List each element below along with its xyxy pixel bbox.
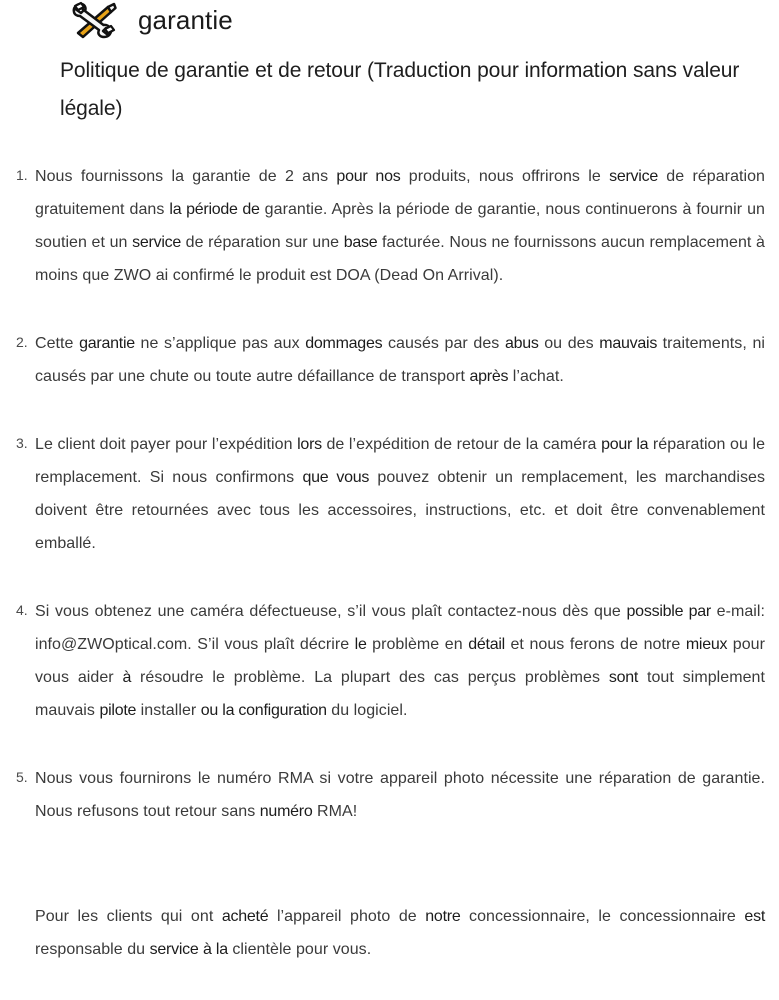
list-item bbox=[0, 428, 779, 560]
closing-paragraph bbox=[0, 900, 779, 966]
list-marker: 2. bbox=[16, 334, 28, 350]
text-run: de l’expédition de retour de la caméra bbox=[321, 436, 602, 453]
emphasized-run: dommages bbox=[305, 335, 383, 352]
emphasized-run: pilote bbox=[99, 702, 137, 719]
text-run: Pour les clients qui ont bbox=[35, 908, 222, 925]
list-marker: 1. bbox=[16, 167, 28, 183]
text-run: pour vous aider bbox=[35, 636, 765, 686]
list-marker: 4. bbox=[16, 602, 28, 618]
emphasized-run: possible par bbox=[626, 603, 711, 620]
text-run: ne s’applique pas aux bbox=[134, 335, 306, 352]
text-run: tout simplement mauvais bbox=[35, 669, 765, 719]
text-run: Le client doit payer pour l’expédition bbox=[35, 436, 298, 453]
emphasized-run: la période de bbox=[169, 201, 260, 218]
text-run: et nous ferons de notre bbox=[504, 636, 686, 653]
emphasized-run: lors bbox=[297, 436, 322, 453]
text-run: Nous vous fournirons le numéro RMA si votre appareil photo nécessite une réparation de garantie. Nous refusons tout retour sans bbox=[35, 770, 765, 820]
emphasized-run: à la bbox=[203, 941, 228, 958]
emphasized-run: base bbox=[343, 234, 378, 251]
list-item bbox=[0, 160, 779, 292]
text-run: responsable du bbox=[35, 941, 150, 958]
text-run: produits, nous offrirons le bbox=[400, 168, 610, 185]
emphasized-run: détail bbox=[468, 636, 505, 653]
emphasized-run: service bbox=[132, 234, 182, 251]
list-item bbox=[0, 595, 779, 727]
tools-icon bbox=[68, 1, 120, 39]
text-run: du logiciel. bbox=[326, 702, 408, 719]
text-run: Cette bbox=[35, 335, 80, 352]
list-marker: 3. bbox=[16, 435, 28, 451]
text-run: clientèle pour vous. bbox=[227, 941, 372, 958]
text-run: garantie. Après la période de garantie, nous continuerons à fournir un soutien et un bbox=[35, 201, 765, 251]
emphasized-run: pour la bbox=[601, 436, 649, 453]
emphasized-run: service bbox=[609, 168, 659, 185]
text-run: l’appareil photo de bbox=[268, 908, 426, 925]
emphasized-run: à bbox=[122, 669, 132, 686]
emphasized-run: garantie bbox=[79, 335, 135, 352]
list-marker: 5. bbox=[16, 769, 28, 785]
emphasized-run: le bbox=[354, 636, 367, 653]
text-run: RMA! bbox=[312, 803, 358, 820]
emphasized-run: mauvais bbox=[599, 335, 658, 352]
emphasized-run: que vous bbox=[302, 469, 370, 486]
list-item-text bbox=[35, 595, 765, 727]
text-run: ou des bbox=[538, 335, 600, 352]
text-run: de réparation gratuitement dans bbox=[35, 168, 766, 218]
list-item bbox=[0, 327, 779, 393]
list-item-text bbox=[35, 762, 765, 828]
text-run: concessionnaire, le concessionnaire bbox=[460, 908, 745, 925]
emphasized-run: notre bbox=[425, 908, 461, 925]
page-title: garantie bbox=[138, 5, 233, 35]
emphasized-run: acheté bbox=[221, 908, 269, 925]
list-item bbox=[0, 762, 779, 828]
text-run: l’achat. bbox=[508, 368, 564, 385]
emphasized-run: mieux bbox=[685, 636, 728, 653]
list-item-text bbox=[35, 428, 765, 560]
emphasized-run: est bbox=[744, 908, 766, 925]
document-header bbox=[68, 1, 233, 39]
text-run: causés par des bbox=[382, 335, 505, 352]
emphasized-run: après bbox=[469, 368, 509, 385]
emphasized-run: pour nos bbox=[336, 168, 401, 185]
emphasized-run: sont bbox=[608, 669, 639, 686]
text-run: installer bbox=[136, 702, 201, 719]
text-run: réparation ou le remplacement. Si nous confirmons bbox=[35, 436, 766, 486]
policy-list bbox=[0, 160, 779, 828]
closing-paragraph-text bbox=[35, 900, 765, 966]
text-run: Nous fournissons la garantie de 2 ans bbox=[35, 168, 337, 185]
list-item-text bbox=[35, 327, 765, 393]
text-run: traitements, ni causés par une chute ou toute autre défaillance de transport bbox=[35, 335, 765, 385]
text-run: e-mail: info@ZWOptical.com. S’il vous plaît décrire bbox=[35, 603, 765, 653]
text-run: facturée. Nous ne fournissons aucun remplacement à moins que ZWO ai confirmé le produit est DOA (Dead On Arrival). bbox=[35, 234, 765, 284]
emphasized-run: service bbox=[149, 941, 199, 958]
emphasized-run: numéro bbox=[259, 803, 313, 820]
document-subtitle: Politique de garantie et de retour (Traduction pour information sans valeur légale) bbox=[60, 59, 740, 120]
emphasized-run: ou la configuration bbox=[200, 702, 327, 719]
text-run: problème en bbox=[366, 636, 469, 653]
text-run: résoudre le problème. La plupart des cas perçus problèmes bbox=[131, 669, 609, 686]
text-run: pouvez obtenir un remplacement, les marchandises doivent être retournées avec tous les accessoires, instructions, etc. et doit être convenablement emballé. bbox=[35, 469, 765, 552]
text-run: Si vous obtenez une caméra défectueuse, s’il vous plaît contactez-nous dès que bbox=[35, 603, 627, 620]
text-run: de réparation sur une bbox=[181, 234, 344, 251]
emphasized-run: abus bbox=[504, 335, 539, 352]
list-item-text bbox=[35, 160, 765, 292]
